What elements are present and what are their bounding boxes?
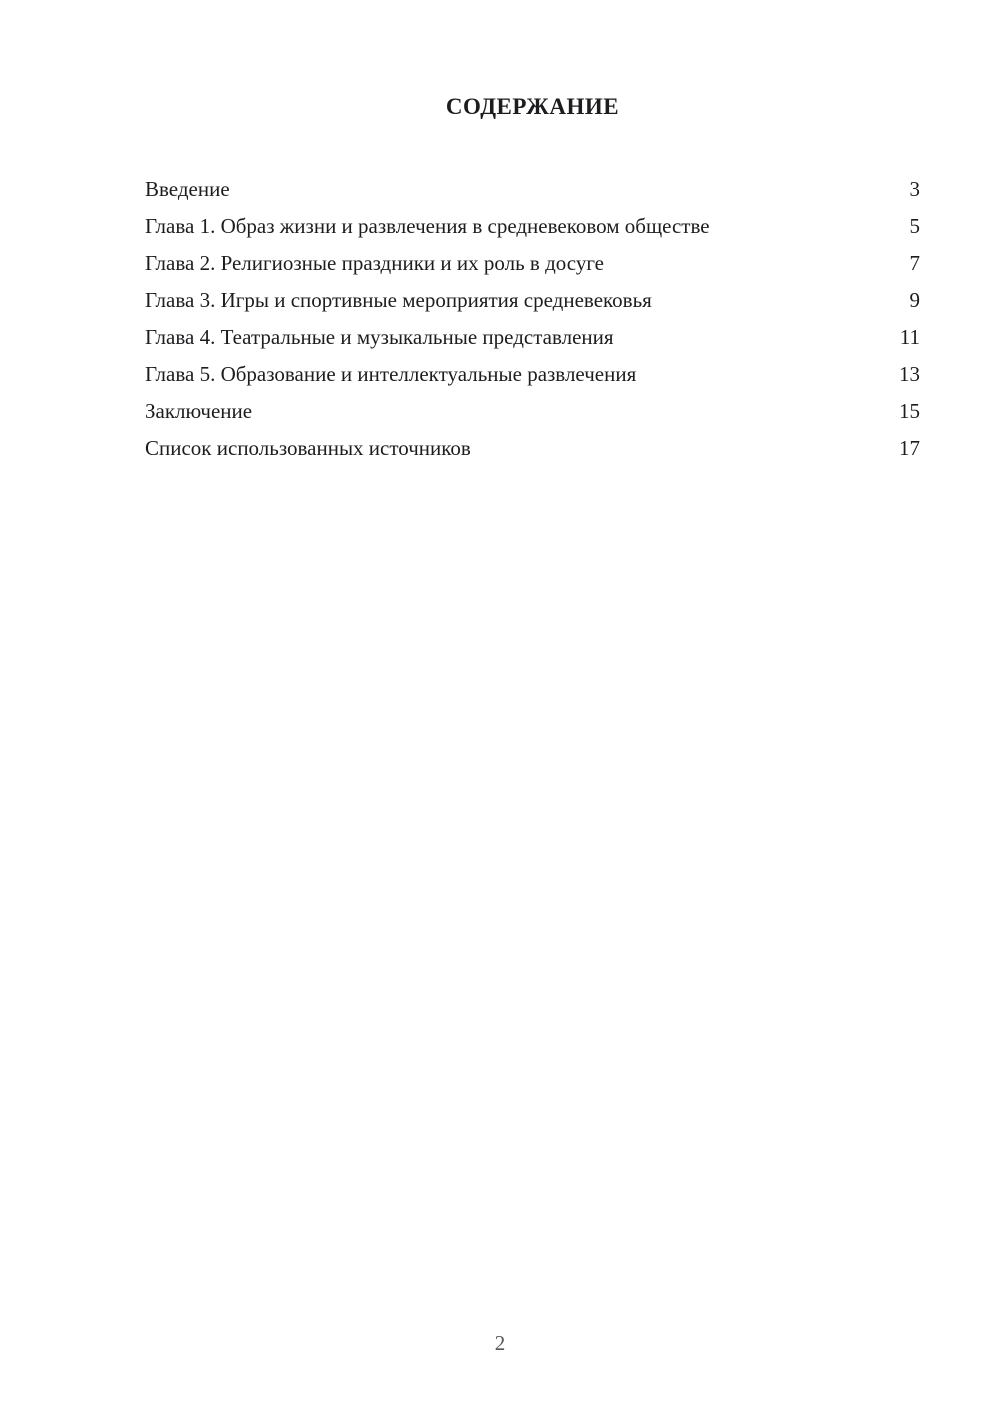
toc-entry-label: Глава 3. Игры и спортивные мероприятия средневековья: [145, 288, 652, 312]
toc-entry-page: 11: [899, 325, 920, 349]
toc-entry-page: 13: [899, 362, 920, 386]
toc-entry-page: 7: [909, 251, 920, 275]
toc-entry: [145, 393, 920, 430]
toc-entry-label: Глава 2. Религиозные праздники и их роль в досуге: [145, 251, 604, 275]
toc-entry-page: 3: [909, 177, 920, 201]
toc-entry-label: Глава 4. Театральные и музыкальные представления: [145, 325, 614, 349]
toc-entry: [145, 245, 920, 282]
toc-entry-label: Введение: [145, 177, 230, 201]
table-of-contents: [145, 171, 920, 467]
toc-entry-page: 5: [909, 214, 920, 238]
toc-entry-label: Заключение: [145, 399, 253, 423]
page-content: [145, 0, 920, 467]
toc-entry-label: Список использованных источников: [145, 436, 471, 460]
toc-entry: [145, 319, 920, 356]
toc-entry-page: 9: [909, 288, 920, 312]
footer-page-number: 2: [494, 1331, 506, 1355]
toc-entry: [145, 171, 920, 208]
toc-entry-label: Глава 5. Образование и интеллектуальные развлечения: [145, 362, 637, 386]
toc-entry: [145, 282, 920, 319]
toc-entry-label: Глава 1. Образ жизни и развлечения в средневековом обществе: [145, 214, 710, 238]
toc-entry-page: 15: [899, 399, 920, 423]
toc-entry: [145, 356, 920, 393]
toc-entry: [145, 208, 920, 245]
toc-entry: [145, 430, 920, 467]
toc-entry-page: 17: [899, 436, 920, 460]
page-title: СОДЕРЖАНИЕ: [445, 94, 620, 119]
